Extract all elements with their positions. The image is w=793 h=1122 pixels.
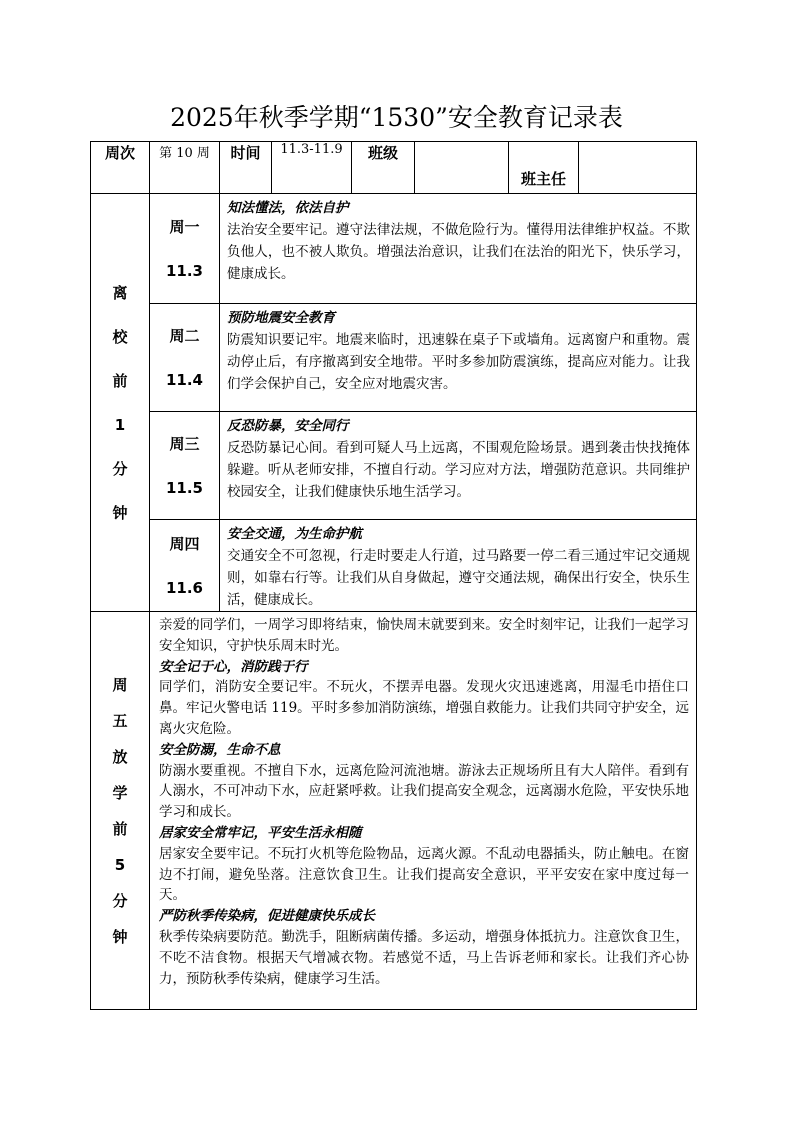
topic-text: 居家安全要牢记。不玩打火机等危险物品，远离火源。不乱动电器插头，防止触电。在窗边不打闹，避免坠落。注意饮食卫生。让我们提高安全意识，平平安安在家中度过每一天。 xyxy=(159,845,689,904)
side-char: 钟 xyxy=(112,503,128,522)
side-char: 校 xyxy=(112,327,128,346)
side-char: 1 xyxy=(114,415,126,434)
topic-text: 防溺水要重视。不擅自下水，远离危险河流池塘。游泳去正规场所且有大人陪伴。看到有人溺水，不可冲动下水，应赶紧呼救。让我们提高安全观念，远离溺水危险，平安快乐地学习和成长。 xyxy=(159,762,689,821)
day-date: 11.4 xyxy=(165,370,203,389)
friday-intro: 亲爱的同学们，一周学习即将结束，愉快周末就要到来。安全时刻牢记，让我们一起学习安全知识，守护快乐周末时光。 xyxy=(159,617,689,654)
content-wednesday xyxy=(220,412,697,520)
day-date: 11.6 xyxy=(165,578,203,597)
week-label: 周次 xyxy=(91,142,150,194)
class-label: 班级 xyxy=(352,142,415,194)
side-char: 学 xyxy=(112,783,128,802)
topic-heading: 安全防溺，生命不息 xyxy=(159,741,281,758)
topic-heading: 居家安全常牢记，平安生活永相随 xyxy=(159,824,362,841)
day-name: 周四 xyxy=(169,534,200,553)
day-name: 周三 xyxy=(169,434,200,453)
side-char: 钟 xyxy=(112,927,128,946)
side-char: 离 xyxy=(112,283,128,302)
side-char: 周 xyxy=(112,675,128,694)
topic-heading: 预防地震安全教育 xyxy=(227,310,335,326)
day-row-tuesday xyxy=(91,304,697,412)
topic-text: 法治安全要牢记。遵守法律法规，不做危险行为。懂得用法律维护权益。不欺负他人，也不被人欺负。增强法治意识，让我们在法治的阳光下，快乐学习，健康成长。 xyxy=(227,222,690,282)
week-value: 第 10 周 xyxy=(150,142,220,194)
side-char: 5 xyxy=(114,855,126,874)
side-char: 分 xyxy=(112,891,128,910)
day-cell-thursday xyxy=(150,520,220,612)
day-date: 11.5 xyxy=(165,478,203,497)
day-row-monday xyxy=(91,194,697,304)
page-title: 2025年秋季学期“1530”安全教育记录表 xyxy=(170,103,623,132)
topic-text: 同学们，消防安全要记牢。不玩火，不摆弄电器。发现火灾迅速逃离，用湿毛巾捂住口鼻。牢记火警电话 119。平时多参加消防演练，增强自救能力。让我们共同守护安全，远离火灾危险。 xyxy=(159,679,689,737)
day-row-thursday xyxy=(91,520,697,612)
header-row xyxy=(91,142,697,194)
topic-text: 防震知识要记牢。地震来临时，迅速躲在桌子下或墙角。远离窗户和重物。震动停止后，有序撤离到安全地带。平时多参加防震演练，提高应对能力。让我们学会保护自己，安全应对地震灾害。 xyxy=(227,332,690,392)
friday-row xyxy=(91,612,697,1010)
topic-text: 秋季传染病要防范。勤洗手，阻断病菌传播。多运动，增强身体抵抗力。注意饮食卫生，不吃不洁食物。根据天气增减衣物。若感觉不适，马上告诉老师和家长。让我们齐心协力，预防秋季传染病，健康学习生活。 xyxy=(159,928,689,987)
class-value-cell[interactable] xyxy=(415,142,509,194)
side-char: 前 xyxy=(112,371,128,390)
topic-text: 反恐防暴记心间。看到可疑人马上远离，不围观危险场景。遇到袭击快找掩体躲避。听从老师安排，不擅自行动。学习应对方法，增强防范意识。共同维护校园安全，让我们健康快乐地生活学习。 xyxy=(227,440,690,500)
content-monday xyxy=(220,194,697,304)
time-label: 时间 xyxy=(220,142,272,194)
topic-heading: 反恐防暴，安全同行 xyxy=(227,418,349,434)
friday-content xyxy=(150,612,697,1010)
topic-heading: 安全记于心，消防践于行 xyxy=(159,658,308,675)
side-char: 五 xyxy=(112,711,128,730)
teacher-label: 班主任 xyxy=(509,142,579,194)
time-value: 11.3-11.9 xyxy=(272,142,352,194)
topic-text: 交通安全不可忽视，行走时要走人行道，过马路要一停二看三通过牢记交通规则，如靠右行等。让我们从自身做起，遵守交通法规，确保出行安全，快乐生活，健康成长。 xyxy=(227,548,690,608)
side-char: 放 xyxy=(112,747,128,766)
topic-heading: 严防秋季传染病，促进健康快乐成长 xyxy=(159,908,375,925)
topic-heading: 安全交通，为生命护航 xyxy=(227,526,362,542)
side-char: 分 xyxy=(112,459,128,478)
content-thursday xyxy=(220,520,697,612)
day-cell-tuesday xyxy=(150,304,220,412)
friday-5min-label xyxy=(91,612,150,1010)
content-tuesday xyxy=(220,304,697,412)
day-cell-monday xyxy=(150,194,220,304)
teacher-value-cell[interactable] xyxy=(579,142,697,194)
day-row-wednesday xyxy=(91,412,697,520)
side-char: 前 xyxy=(112,819,128,838)
leave-school-1min-label xyxy=(91,194,150,612)
record-table xyxy=(90,141,697,1010)
day-name: 周一 xyxy=(169,217,200,236)
topic-heading: 知法懂法，依法自护 xyxy=(227,200,349,216)
day-cell-wednesday xyxy=(150,412,220,520)
day-name: 周二 xyxy=(169,326,200,345)
day-date: 11.3 xyxy=(165,261,203,280)
